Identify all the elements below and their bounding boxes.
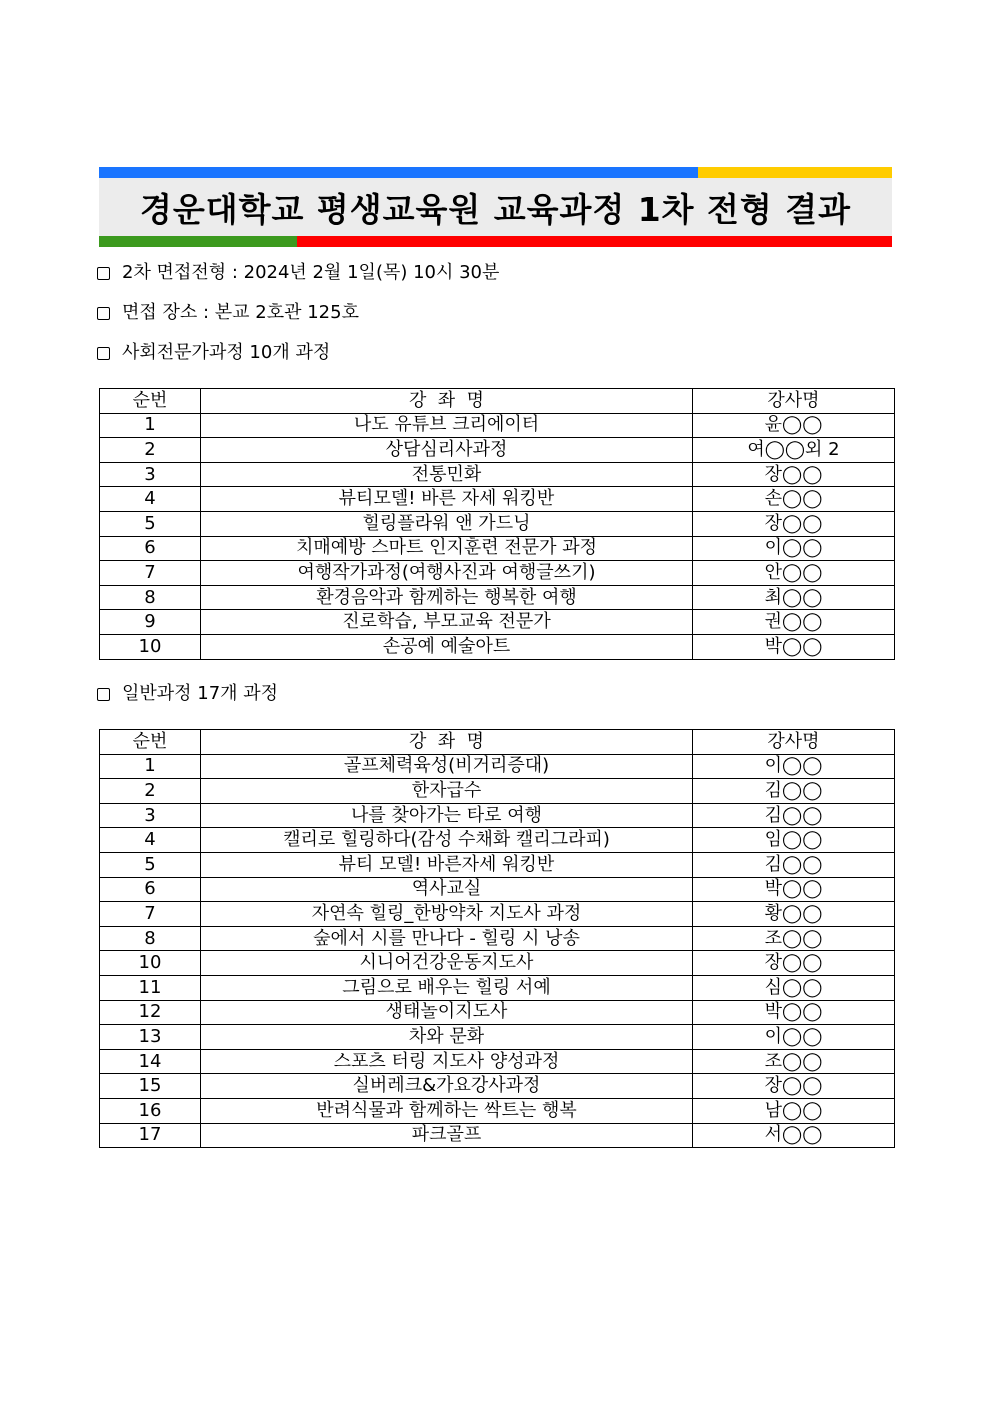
instructor-name: 조◯◯ (693, 1049, 895, 1074)
instructor-name: 박◯◯ (693, 1000, 895, 1025)
page-title: 경운대학교 평생교육원 교육과정 1차 전형 결과 (139, 189, 852, 229)
course-name: 골프체력육성(비거리증대) (201, 754, 693, 779)
table-header-row (100, 730, 895, 755)
instructor-name: 여◯◯외 2 (693, 438, 895, 463)
row-number: 2 (100, 438, 201, 463)
instructor-name: 임◯◯ (693, 828, 895, 853)
blue-stripe (99, 167, 698, 178)
course-name: 환경음악과 함께하는 행복한 여행 (201, 585, 693, 610)
table-row (100, 779, 895, 804)
table-row (100, 754, 895, 779)
instructor-name: 조◯◯ (693, 926, 895, 951)
course-name: 실버레크&가요강사과정 (201, 1074, 693, 1099)
instructor-name: 이◯◯ (693, 536, 895, 561)
course-name: 힐링플라워 앤 가드닝 (201, 511, 693, 536)
course-name: 여행작가과정(여행사진과 여행글쓰기) (201, 561, 693, 586)
row-number: 9 (100, 610, 201, 635)
interview-info (97, 262, 499, 284)
professional-course-table (99, 388, 895, 660)
row-number: 3 (100, 803, 201, 828)
course-name: 생태놀이지도사 (201, 1000, 693, 1025)
table-row (100, 610, 895, 635)
row-number: 15 (100, 1074, 201, 1099)
course-name: 뷰티 모델! 바른자세 워킹반 (201, 852, 693, 877)
table-row (100, 561, 895, 586)
checkbox-icon (97, 267, 110, 280)
instructor-name: 장◯◯ (693, 951, 895, 976)
course-name: 반려식물과 함께하는 싹트는 행복 (201, 1098, 693, 1123)
instructor-name: 장◯◯ (693, 511, 895, 536)
table-row (100, 536, 895, 561)
table-header-row (100, 389, 895, 414)
checkbox-icon (97, 307, 110, 320)
course-name: 전통민화 (201, 462, 693, 487)
instructor-name: 심◯◯ (693, 975, 895, 1000)
row-number: 10 (100, 634, 201, 659)
row-number: 4 (100, 828, 201, 853)
table-row (100, 902, 895, 927)
course-name: 나도 유튜브 크리에이터 (201, 413, 693, 438)
table-row (100, 975, 895, 1000)
yellow-stripe (698, 167, 892, 178)
course-name: 상담심리사과정 (201, 438, 693, 463)
red-stripe (297, 236, 892, 247)
course-name: 자연속 힐링_한방약차 지도사 과정 (201, 902, 693, 927)
interview-text: 2차 면접전형 : 2024년 2월 1일(목) 10시 30분 (122, 262, 500, 283)
row-number: 17 (100, 1123, 201, 1148)
table-row (100, 511, 895, 536)
row-number: 3 (100, 462, 201, 487)
title-banner (99, 167, 892, 247)
row-number: 5 (100, 511, 201, 536)
course-name: 캘리로 힐링하다(감성 수채화 캘리그라피) (201, 828, 693, 853)
header-no: 순번 (100, 730, 201, 755)
table-row (100, 438, 895, 463)
instructor-name: 권◯◯ (693, 610, 895, 635)
row-number: 1 (100, 413, 201, 438)
course-name: 한자급수 (201, 779, 693, 804)
section1-heading (97, 342, 330, 364)
instructor-name: 최◯◯ (693, 585, 895, 610)
row-number: 1 (100, 754, 201, 779)
instructor-name: 손◯◯ (693, 487, 895, 512)
row-number: 12 (100, 1000, 201, 1025)
row-number: 6 (100, 877, 201, 902)
instructor-name: 서◯◯ (693, 1123, 895, 1148)
row-number: 14 (100, 1049, 201, 1074)
section2-text: 일반과정 17개 과정 (122, 683, 279, 704)
row-number: 4 (100, 487, 201, 512)
instructor-name: 김◯◯ (693, 803, 895, 828)
course-name: 스포츠 터링 지도사 양성과정 (201, 1049, 693, 1074)
instructor-name: 장◯◯ (693, 462, 895, 487)
section2-heading (97, 683, 278, 705)
header-course: 강 좌 명 (201, 730, 693, 755)
course-name: 치매예방 스마트 인지훈련 전문가 과정 (201, 536, 693, 561)
course-name: 숲에서 시를 만나다 - 힐링 시 낭송 (201, 926, 693, 951)
instructor-name: 황◯◯ (693, 902, 895, 927)
row-number: 7 (100, 902, 201, 927)
row-number: 16 (100, 1098, 201, 1123)
row-number: 6 (100, 536, 201, 561)
instructor-name: 박◯◯ (693, 877, 895, 902)
course-name: 시니어건강운동지도사 (201, 951, 693, 976)
table-row (100, 487, 895, 512)
course-name: 그림으로 배우는 힐링 서예 (201, 975, 693, 1000)
table-row (100, 634, 895, 659)
header-no: 순번 (100, 389, 201, 414)
row-number: 10 (100, 951, 201, 976)
table-row (100, 413, 895, 438)
course-name: 나를 찾아가는 타로 여행 (201, 803, 693, 828)
instructor-name: 윤◯◯ (693, 413, 895, 438)
row-number: 5 (100, 852, 201, 877)
course-name: 뷰티모델! 바른 자세 워킹반 (201, 487, 693, 512)
title-box (99, 178, 892, 236)
banner-top-bar (99, 167, 892, 178)
table-row (100, 828, 895, 853)
checkbox-icon (97, 347, 110, 360)
row-number: 2 (100, 779, 201, 804)
table-row (100, 462, 895, 487)
table-row (100, 803, 895, 828)
instructor-name: 김◯◯ (693, 779, 895, 804)
table-row (100, 1098, 895, 1123)
green-stripe (99, 236, 297, 247)
checkbox-icon (97, 688, 110, 701)
table-row (100, 1000, 895, 1025)
table-row (100, 1049, 895, 1074)
row-number: 13 (100, 1025, 201, 1050)
row-number: 8 (100, 926, 201, 951)
header-instructor: 강사명 (693, 730, 895, 755)
location-text: 면접 장소 : 본교 2호관 125호 (122, 302, 359, 323)
table-row (100, 585, 895, 610)
instructor-name: 김◯◯ (693, 852, 895, 877)
instructor-name: 박◯◯ (693, 634, 895, 659)
table-row (100, 1025, 895, 1050)
table-row (100, 926, 895, 951)
banner-bottom-bar (99, 236, 892, 247)
instructor-name: 장◯◯ (693, 1074, 895, 1099)
table-row (100, 1074, 895, 1099)
course-name: 손공예 예술아트 (201, 634, 693, 659)
table-row (100, 1123, 895, 1148)
row-number: 8 (100, 585, 201, 610)
row-number: 11 (100, 975, 201, 1000)
location-info (97, 302, 359, 324)
instructor-name: 안◯◯ (693, 561, 895, 586)
section1-text: 사회전문가과정 10개 과정 (122, 342, 331, 363)
course-name: 역사교실 (201, 877, 693, 902)
instructor-name: 남◯◯ (693, 1098, 895, 1123)
table-row (100, 877, 895, 902)
table-row (100, 852, 895, 877)
course-name: 파크골프 (201, 1123, 693, 1148)
course-name: 차와 문화 (201, 1025, 693, 1050)
instructor-name: 이◯◯ (693, 754, 895, 779)
row-number: 7 (100, 561, 201, 586)
table-row (100, 951, 895, 976)
header-course: 강 좌 명 (201, 389, 693, 414)
header-instructor: 강사명 (693, 389, 895, 414)
course-name: 진로학습, 부모교육 전문가 (201, 610, 693, 635)
instructor-name: 이◯◯ (693, 1025, 895, 1050)
general-course-table (99, 729, 895, 1148)
